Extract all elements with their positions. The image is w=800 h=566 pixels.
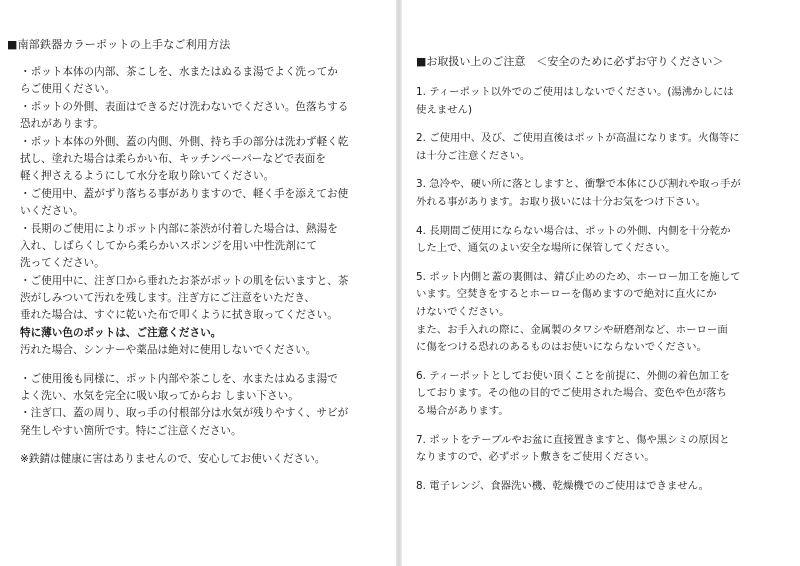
text-line: ・長期のご使用によりポット内部に茶渋が付着した場合は、熱湯を bbox=[20, 222, 338, 235]
text-line: 8. 電子レンジ、食器洗い機、乾燥機でのご使用はできません。 bbox=[416, 479, 710, 492]
text-line: 垂れた場合は、すぐに乾いた布で叩くように拭き取ってください。 bbox=[20, 309, 338, 322]
text-line: 軽く押さえるようにして水分を取り除いてください。 bbox=[20, 170, 275, 183]
text-line: しております。その他の目的でご使用された場合、変色や色が落ち bbox=[416, 387, 727, 400]
handling-cautions-list bbox=[416, 84, 796, 495]
text-line: る場合があります。 bbox=[416, 404, 509, 417]
text-line: 4. 長期間ご使用にならない場合は、ポットの外側、内側を十分乾か bbox=[416, 224, 731, 237]
text-line: けないでください。 bbox=[416, 305, 510, 318]
text-line: ・ポット本体の外側、蓋の内側、外側、持ち手の部分は洗わず軽く乾 bbox=[20, 135, 349, 148]
text-line: 6. ティーポットとしてお使い頂くことを前提に、外側の着色加工を bbox=[416, 369, 730, 382]
text-line: に傷をつける恐れのあるものはお使いにならないでください。 bbox=[416, 341, 707, 354]
text-line: ・ご使用中、蓋がずり落ちる事がありますので、軽く手を添えてお使 bbox=[20, 187, 349, 200]
text-line: 外れる事があります。お取り扱いには十分お気をつけ下さい。 bbox=[416, 195, 707, 208]
text-line: 5. ポット内側と蓋の裏側は、錆び止めのため、ホーロー加工を施して bbox=[416, 270, 741, 283]
paragraph-gap bbox=[416, 212, 796, 223]
text-line: は十分ご注意ください。 bbox=[416, 149, 531, 162]
text-line: 拭し、塗れた場合は柔らかい布、キッチンペーパーなどで表面を bbox=[20, 152, 326, 165]
paragraph-gap bbox=[20, 440, 390, 451]
paragraph-gap bbox=[416, 467, 796, 478]
text-line: よく洗い、水気を完全に吸い取ってからお しまい下さい。 bbox=[20, 390, 299, 403]
text-line: 入れ、しばらくしてから柔らかいスポンジを用い中性洗剤にて bbox=[20, 239, 317, 252]
text-line: また、お手入れの際に、金属製のタワシや研磨剤など、ホーロー面 bbox=[416, 323, 728, 336]
text-line: 恐れがあります。 bbox=[20, 118, 104, 131]
text-line: ・ポット本体の内部、茶こしを、水またはぬるま湯でよく洗ってか bbox=[20, 66, 338, 78]
text-line: ・ご使用中に、注ぎ口から垂れたお茶がポットの肌を伝いますと、茶 bbox=[20, 274, 349, 287]
text-line: 2. ご使用中、及び、ご使用直後はポットが高温になります。火傷等に bbox=[416, 132, 740, 145]
usage-tips-page bbox=[0, 0, 396, 566]
text-line: ※鉄錆は健康に害はありませんので、安心してお使いください。 bbox=[20, 453, 326, 466]
text-line: います。空焚きをするとホーローを傷めますので絶対に直火にか bbox=[416, 288, 717, 301]
text-line: ・ポットの外側、表面はできるだけ洗わないでください。色落ちする bbox=[20, 100, 349, 113]
handling-cautions-page bbox=[402, 0, 800, 566]
text-line: 3. 急冷や、硬い所に落としますと、衝撃で本体にひび割れや取っ手が bbox=[416, 178, 741, 191]
handling-cautions-heading: ■お取扱い上のご注意 ＜安全のために必ずお守りください＞ bbox=[416, 55, 724, 68]
paragraph-gap bbox=[416, 258, 796, 269]
paragraph-gap bbox=[416, 421, 796, 432]
text-line: なりますので、必ずポット敷きをご使用ください。 bbox=[416, 451, 655, 464]
text-line: らご使用ください。 bbox=[20, 83, 116, 96]
text-line: 渋がしみついて汚れを残します。注ぎ方にご注意をいただき、 bbox=[20, 292, 316, 305]
paragraph-gap bbox=[20, 360, 390, 371]
text-line: 洗ってください。 bbox=[20, 257, 105, 270]
text-line: 発生しやすい箇所です。特にご注意ください。 bbox=[20, 424, 242, 437]
text-line: 使えません) bbox=[416, 103, 473, 116]
text-line: した上で、通気のよい安全な場所に保管してください。 bbox=[416, 242, 676, 255]
paragraph-gap bbox=[416, 119, 796, 130]
usage-tips-list bbox=[20, 64, 390, 469]
text-line: いください。 bbox=[20, 205, 84, 218]
usage-tips-heading: ■南部鉄器カラーポットの上手なご利用方法 bbox=[7, 38, 231, 51]
text-line: ・注ぎ口、蓋の周り、取っ手の付根部分は水気が残りやすく、サビが bbox=[20, 407, 349, 420]
text-line: 特に薄い色のポットは、ご注意ください。 bbox=[20, 326, 222, 339]
text-line: 7. ポットをテーブルやお盆に直接置きますと、傷や黒シミの原因と bbox=[416, 433, 730, 446]
paragraph-gap bbox=[416, 357, 796, 368]
text-line: 1. ティーポット以外でのご使用はしないでください。(湯沸かしには bbox=[416, 86, 734, 98]
paragraph-gap bbox=[416, 165, 796, 176]
text-line: ・ご使用後も同様に、ポット内部や茶こしを、水またはぬるま湯で bbox=[20, 372, 338, 385]
text-line: 汚れた場合、シンナーや薬品は絶対に使用しないでください。 bbox=[20, 344, 317, 357]
